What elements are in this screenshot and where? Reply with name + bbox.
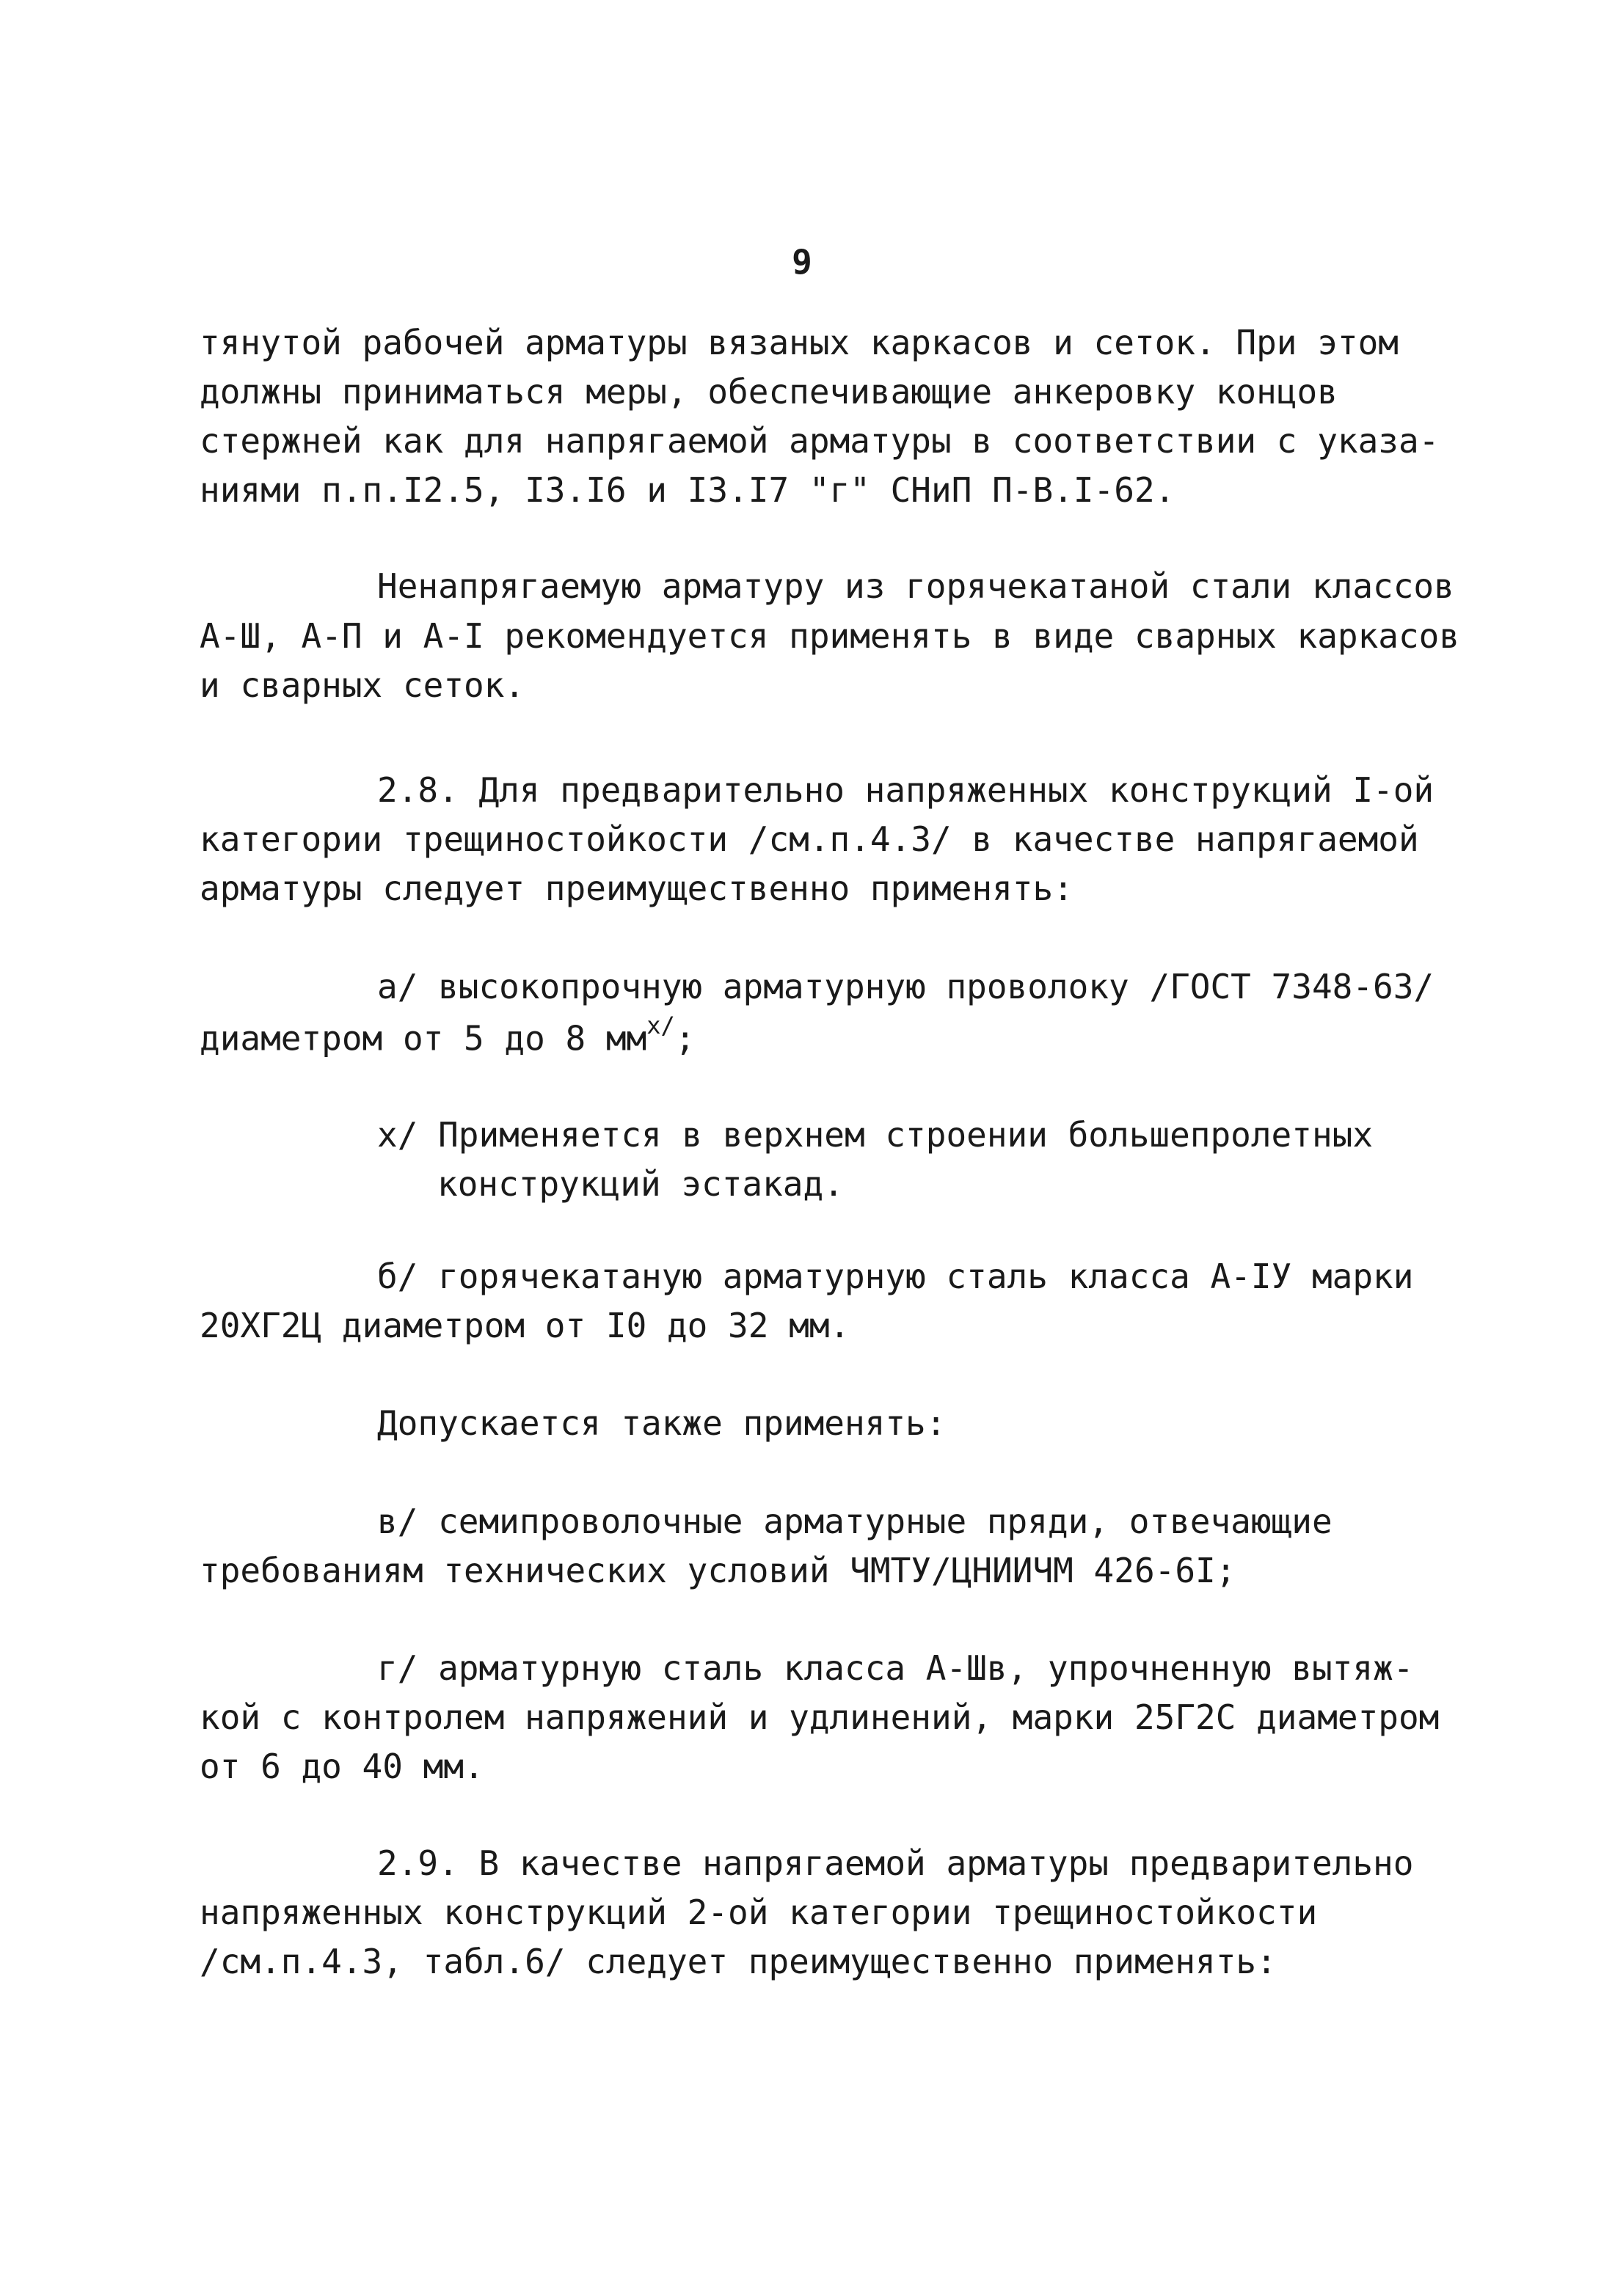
text-line: г/ арматурную сталь класса А-Шв, упрочненную вытяж- bbox=[377, 1648, 1414, 1688]
text-line: /см.п.4.3, табл.6/ следует преимущественно применять: bbox=[200, 1942, 1277, 1981]
text-line: б/ горячекатаную арматурную сталь класса А-IУ марки bbox=[377, 1257, 1414, 1296]
text-line bbox=[200, 1012, 696, 1059]
text-fragment: диаметром от 5 до 8 мм bbox=[200, 1018, 647, 1059]
text-line: 2.8. Для предварительно напряженных конструкций I-ой bbox=[377, 770, 1435, 810]
text-line: стержней как для напрягаемой арматуры в соответствии с указа- bbox=[200, 421, 1440, 461]
text-line: кой с контролем напряжений и удлинений, марки 25Г2С диаметром bbox=[200, 1697, 1440, 1737]
text-line: А-Ш, А-П и А-I рекомендуется применять в виде сварных каркасов bbox=[200, 616, 1460, 656]
text-line: категории трещиностойкости /см.п.4.3/ в качестве напрягаемой bbox=[200, 819, 1419, 859]
text-line: арматуры следует преимущественно применять: bbox=[200, 869, 1073, 908]
text-line: 20ХГ2Ц диаметром от I0 до 32 мм. bbox=[200, 1306, 850, 1345]
footnote-line: x/ Применяется в верхнем строении большепролетных bbox=[377, 1115, 1374, 1155]
page-number: 9 bbox=[792, 242, 812, 282]
text-line: Ненапрягаемую арматуру из горячекатаной стали классов bbox=[377, 566, 1454, 606]
text-line: ниями п.п.I2.5, I3.I6 и I3.I7 "г" СНиП П-В.I-62. bbox=[200, 470, 1175, 510]
text-line: от 6 до 40 мм. bbox=[200, 1747, 484, 1786]
text-line: тянутой рабочей арматуры вязаных каркасов и сеток. При этом bbox=[200, 323, 1399, 362]
text-line: требованиям технических условий ЧМТУ/ЦНИИЧМ 426-6I; bbox=[200, 1551, 1236, 1590]
footnote-line: конструкций эстакад. bbox=[437, 1164, 844, 1204]
text-fragment: ; bbox=[674, 1018, 696, 1059]
text-line: 2.9. В качестве напрягаемой арматуры предварительно bbox=[377, 1843, 1414, 1883]
text-line: должны приниматься меры, обеспечивающие анкеровку концов bbox=[200, 372, 1338, 412]
footnote-marker: x/ bbox=[646, 1012, 675, 1039]
text-line: Допускается также применять: bbox=[377, 1403, 947, 1443]
text-line: и сварных сеток. bbox=[200, 665, 525, 705]
text-line: в/ семипроволочные арматурные пряди, отвечающие bbox=[377, 1502, 1333, 1541]
text-line: напряженных конструкций 2-ой категории трещиностойкости bbox=[200, 1893, 1318, 1932]
text-line: а/ высокопрочную арматурную проволоку /ГОСТ 7348-63/ bbox=[377, 967, 1435, 1006]
